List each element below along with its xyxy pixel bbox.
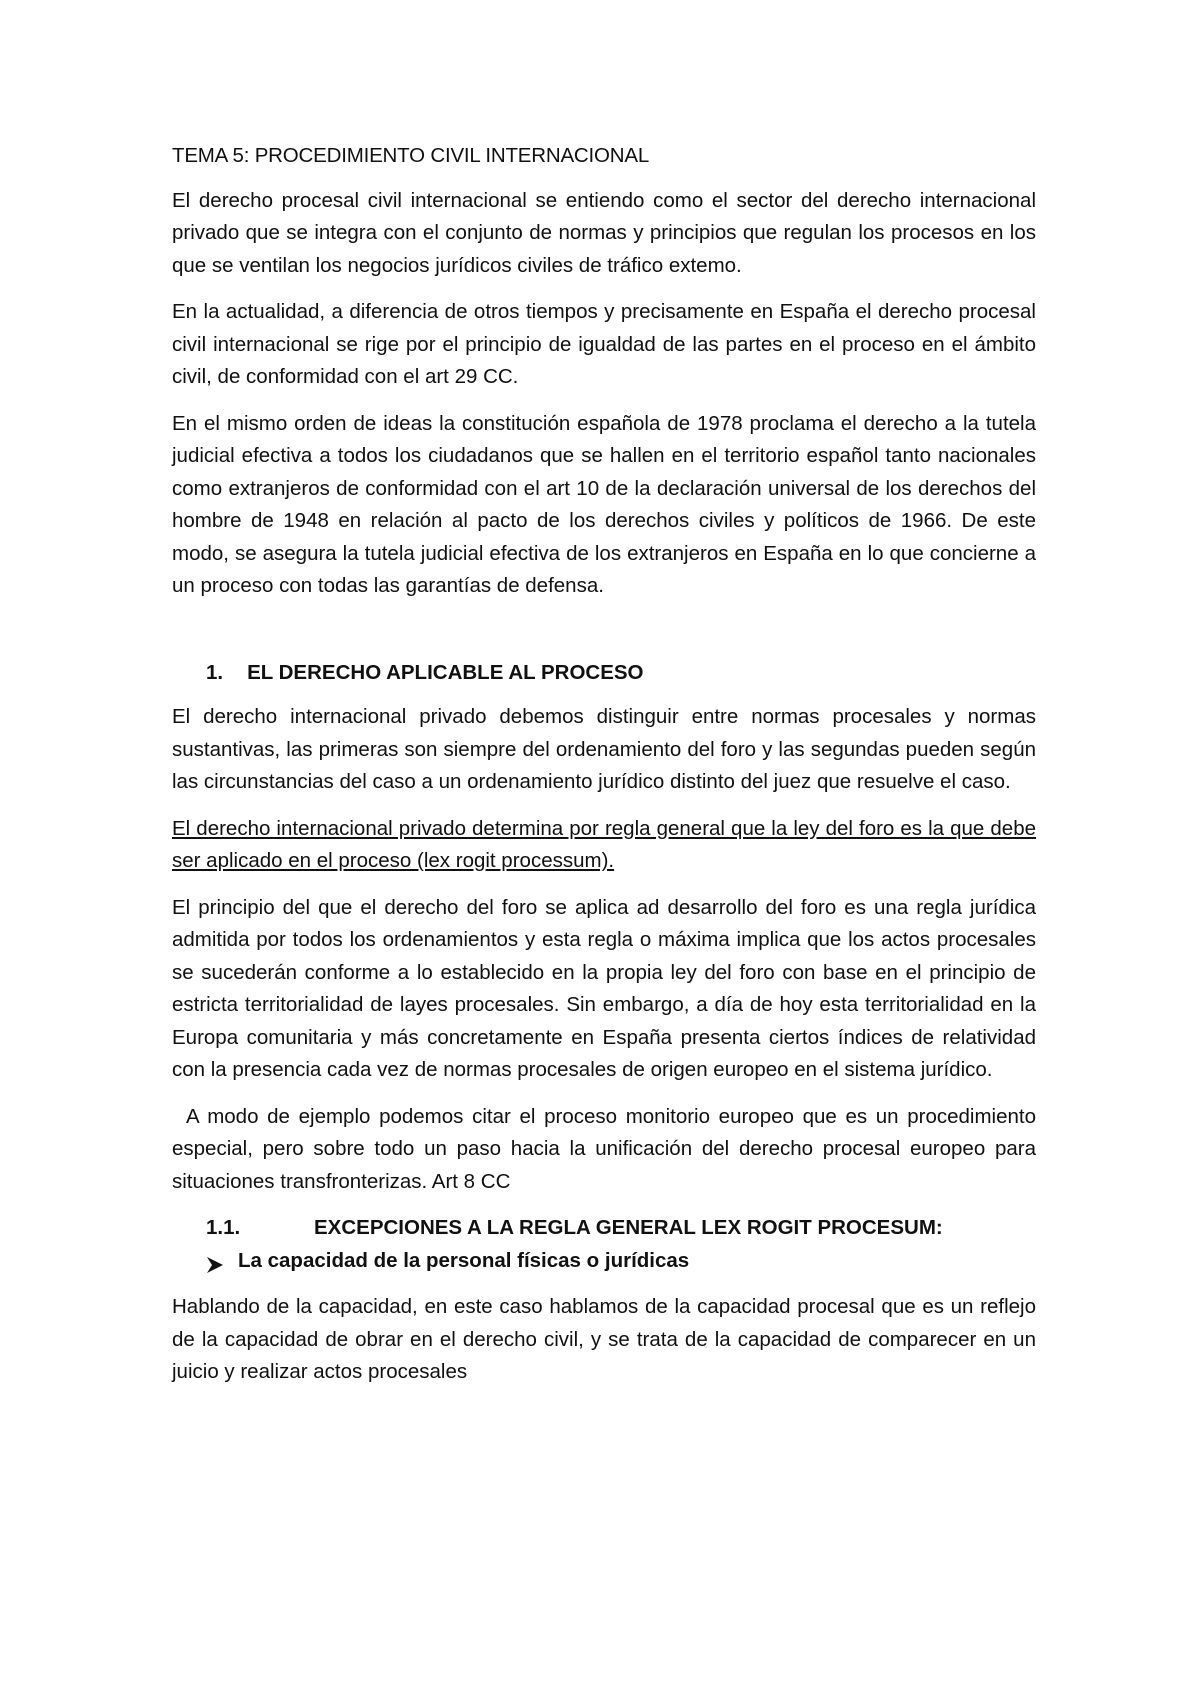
bullet-item — [172, 1245, 1036, 1278]
section-1-number: 1. — [206, 660, 224, 684]
subsection-title: EXCEPCIONES A LA REGLA GENERAL LEX ROGIT PROCESUM: — [314, 1216, 943, 1239]
section-1-paragraph-1: El derecho internacional privado debemos distinguir entre normas procesales y normas sustantivas, las primeras son siempre del ordenamiento del foro y las segundas pueden según las circunstancias del caso a un ordenamiento jurídico distinto del juez que resuelve el caso. — [172, 705, 1036, 793]
intro-paragraph-2: En la actualidad, a diferencia de otros tiempos y precisamente en España el derecho procesal civil internacional se rige por el principio de igualdad de las partes en el proceso en el ámbito civil, de conformidad con el art 29 CC. — [172, 300, 1036, 388]
section-1-heading — [172, 657, 1036, 690]
section-1-paragraph-3: A modo de ejemplo podemos citar el proceso monitorio europeo que es un procedimiento especial, pero sobre todo un paso hacia la unificación del derecho procesal europeo para situaciones transfronterizas. Art 8 CC — [172, 1104, 1036, 1193]
subsection-paragraph: Hablando de la capacidad, en este caso hablamos de la capacidad procesal que es un reflejo de la capacidad de obrar en el derecho civil, y se trata de la capacidad de comparecer en un juicio y realizar actos procesales — [172, 1295, 1036, 1383]
section-1-title: EL DERECHO APLICABLE AL PROCESO — [247, 660, 644, 684]
subsection-number: 1.1. — [206, 1216, 241, 1239]
document-page — [172, 140, 1036, 1403]
intro-paragraph-3: En el mismo orden de ideas la constitución española de 1978 proclama el derecho a la tutela judicial efectiva a todos los ciudadanos que se hallen en el territorio español tanto nacionales como extranjeros de conformidad con el art 10 de la declaración universal de los derechos del hombre de 1948 en relación al pacto de los derechos civiles y políticos de 1966. De este modo, se asegura la tutela judicial efectiva de los extranjeros en España en lo que concierne a un proceso con todas las garantías de defensa. — [172, 411, 1036, 597]
section-1-paragraph-2: El principio del que el derecho del foro se aplica ad desarrollo del foro es una regla jurídica admitida por todos los ordenamientos y esta regla o máxima implica que los actos procesales se sucederán conforme a lo establecido en la propia ley del foro con base en el principio de estricta territorialidad de layes procesales. Sin embargo, a día de hoy esta territorialidad en la Europa comunitaria y más concretamente en España presenta ciertos índices de relatividad con la presencia cada vez de normas procesales de origen europeo en el sistema jurídico. — [172, 895, 1036, 1081]
document-title: TEMA 5: PROCEDIMIENTO CIVIL INTERNACIONAL — [172, 144, 650, 167]
section-1-underlined-paragraph: El derecho internacional privado determina por regla general que la ley del foro es la que debe ser aplicado en el proceso (lex rogit processum). — [172, 816, 1036, 872]
subsection-heading — [172, 1212, 1036, 1245]
section-spacer — [172, 617, 1036, 657]
bullet-text: La capacidad de la personal físicas o jurídicas — [238, 1248, 690, 1272]
intro-paragraph-1: El derecho procesal civil internacional se entiendo como el sector del derecho internacional privado que se integra con el conjunto de normas y principios que regulan los procesos en los que se ventilan los negocios jurídicos civiles de tráfico extemo. — [172, 188, 1036, 277]
arrow-bullet-icon — [206, 1252, 224, 1270]
